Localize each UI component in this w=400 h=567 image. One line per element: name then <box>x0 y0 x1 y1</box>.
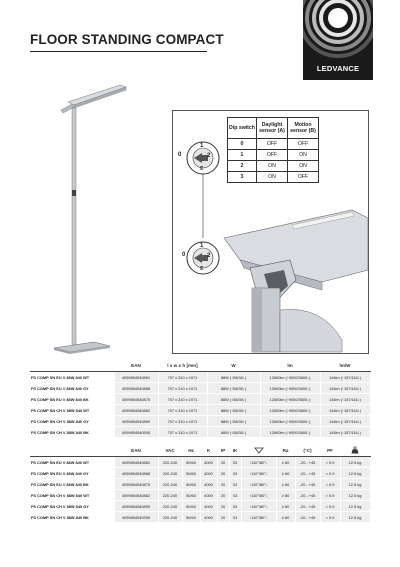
kelvin-cell: 4000 <box>200 457 217 468</box>
spec1-header-ean: EAN <box>114 360 158 372</box>
ip-cell: 20 <box>217 468 229 479</box>
product-code: FS COMP SN CH V 88W 840 BK <box>30 427 114 438</box>
pf-cell: > 0.9 <box>320 479 340 490</box>
dip-cell: ON <box>257 172 288 183</box>
dial-digit-2b: 2 <box>207 253 211 259</box>
spec2-header-row <box>30 445 370 457</box>
table-row <box>228 161 319 172</box>
spec2-header-ip: IP <box>217 445 229 457</box>
table-row <box>30 490 370 501</box>
dip-cell: ON <box>257 161 288 172</box>
table-row <box>30 501 370 512</box>
lumen-cell: 12600lm (↑9000/3600↓) <box>260 383 320 394</box>
spec-table-technical <box>30 445 371 522</box>
weight-cell: 12.5 kg <box>340 479 370 490</box>
table-row <box>30 372 370 383</box>
ra-cell: ≥ 80 <box>276 512 295 523</box>
dial-digit-2: 2 <box>207 153 211 159</box>
spec1-header-dimensions: l x w x h [mm] <box>158 360 207 372</box>
table-row <box>228 172 319 183</box>
ik-cell: 03 <box>229 490 241 501</box>
dimensions-cell: 707 x 310 x 1971 <box>158 394 207 405</box>
table-row <box>30 457 370 468</box>
table-row <box>30 427 370 438</box>
ra-cell: ≥ 80 <box>276 490 295 501</box>
pf-cell: > 0.9 <box>320 457 340 468</box>
ean-cell: 4099854540868 <box>114 383 158 394</box>
product-code: FS COMP SN EU V 88W 840 BK <box>30 394 114 405</box>
spec-table-electrical <box>30 360 371 437</box>
beam-cell: ↑110°/80°↓ <box>241 490 276 501</box>
product-code: FS COMP SN EU V 88W 840 GY <box>30 468 114 479</box>
ik-cell: 03 <box>229 468 241 479</box>
brand-name: LEDVANCE <box>316 64 360 73</box>
ra-cell: ≥ 80 <box>276 468 295 479</box>
hz-cell: 50/60 <box>182 457 200 468</box>
beam-cell: ↑110°/80°↓ <box>241 457 276 468</box>
product-code: FS COMP SN EU V 88W 840 WT <box>30 457 114 468</box>
weight-icon <box>351 446 359 454</box>
dimensions-cell: 707 x 310 x 1971 <box>158 383 207 394</box>
temp-cell: -20...+45 <box>295 457 320 468</box>
ip-cell: 20 <box>217 512 229 523</box>
weight-cell: 12.5 kg <box>340 501 370 512</box>
table-row <box>228 139 319 150</box>
hz-cell: 50/60 <box>182 490 200 501</box>
ean-cell: 4099854540868 <box>114 468 158 479</box>
ean-cell: 4099854540905 <box>114 427 158 438</box>
spec2-header-vac: VAC <box>158 445 182 457</box>
ra-cell: ≥ 80 <box>276 501 295 512</box>
weight-cell: 12.5 kg <box>340 468 370 479</box>
ean-cell: 4099854540882 <box>114 490 158 501</box>
beam-cell: ↑110°/80°↓ <box>241 468 276 479</box>
ean-cell: 4099854540851 <box>114 372 158 383</box>
lumen-cell: 12600lm (↑9000/3600↓) <box>260 405 320 416</box>
dip-switch-table <box>227 117 319 183</box>
dip-cell: OFF <box>257 139 288 150</box>
temp-cell: -20...+45 <box>295 479 320 490</box>
product-code: FS COMP SN CH V 88W 840 WT <box>30 490 114 501</box>
page-title: FLOOR STANDING COMPACT <box>30 32 224 47</box>
dip-header-daylight: Daylight sensor (A) <box>257 118 288 139</box>
dip-cell: 2 <box>228 161 257 172</box>
ik-cell: 03 <box>229 501 241 512</box>
lumen-cell: 12600lm (↑9000/3600↓) <box>260 427 320 438</box>
ean-cell: 4099854540875 <box>114 479 158 490</box>
title-underline <box>30 51 207 52</box>
beam-cell: ↑110°/80°↓ <box>241 512 276 523</box>
dip-cell: ON <box>288 150 319 161</box>
spec2-header-kelvin: K <box>200 445 217 457</box>
efficacy-cell: 144lm (↑157/116↓) <box>320 383 370 394</box>
spec1-header-watt: W <box>207 360 260 372</box>
spec1-header-row <box>30 360 370 372</box>
dip-cell: ON <box>288 161 319 172</box>
hz-cell: 50/60 <box>182 479 200 490</box>
kelvin-cell: 4000 <box>200 479 217 490</box>
vac-cell: 220-240 <box>158 512 182 523</box>
watt-cell: 88W (↑58/30↓) <box>207 427 260 438</box>
dip-cell: OFF <box>257 150 288 161</box>
spec1-header-efficacy: lm/W <box>320 360 370 372</box>
product-code: FS COMP SN EU V 88W 840 GY <box>30 383 114 394</box>
vac-cell: 220-240 <box>158 468 182 479</box>
dip-header-motion: Motion sensor (B) <box>288 118 319 139</box>
spec2-header-blank <box>30 445 114 457</box>
efficacy-cell: 144lm (↑157/116↓) <box>320 405 370 416</box>
ip-cell: 20 <box>217 490 229 501</box>
ik-cell: 03 <box>229 457 241 468</box>
ean-cell: 4099854540851 <box>114 457 158 468</box>
product-code: FS COMP SN EU V 88W 840 WT <box>30 372 114 383</box>
table-row <box>30 383 370 394</box>
dip-cell: 0 <box>228 139 257 150</box>
hz-cell: 50/60 <box>182 501 200 512</box>
efficacy-cell: 144lm (↑157/116↓) <box>320 427 370 438</box>
weight-cell: 12.5 kg <box>340 490 370 501</box>
watt-cell: 88W (↑58/30↓) <box>207 372 260 383</box>
ledvance-logo <box>303 0 373 80</box>
dial-digit-0: 0 <box>178 152 182 158</box>
dimensions-cell: 707 x 310 x 1971 <box>158 427 207 438</box>
kelvin-cell: 4000 <box>200 512 217 523</box>
ik-cell: 03 <box>229 512 241 523</box>
lumen-cell: 12600lm (↑9000/3600↓) <box>260 372 320 383</box>
dimensions-cell: 707 x 310 x 1971 <box>158 416 207 427</box>
dip-cell: 1 <box>228 150 257 161</box>
spec1-header-blank <box>30 360 114 372</box>
vac-cell: 220-240 <box>158 501 182 512</box>
vac-cell: 220-240 <box>158 479 182 490</box>
floor-lamp-illustration <box>50 80 160 365</box>
dip-cell: OFF <box>288 172 319 183</box>
watt-cell: 88W (↑58/30↓) <box>207 416 260 427</box>
table-row <box>30 394 370 405</box>
temp-cell: -20...+45 <box>295 468 320 479</box>
vac-cell: 220-240 <box>158 490 182 501</box>
dip-header-row <box>228 118 319 139</box>
table-row <box>30 512 370 523</box>
pf-cell: > 0.9 <box>320 512 340 523</box>
lumen-cell: 12600lm (↑9000/3600↓) <box>260 416 320 427</box>
beam-angle-icon <box>254 447 264 454</box>
weight-icon <box>340 445 370 457</box>
table-row <box>30 479 370 490</box>
product-code: FS COMP SN CH V 88W 840 GY <box>30 416 114 427</box>
spec2-header-ean: EAN <box>114 445 158 457</box>
dip-header-switch: Dip switch <box>228 118 257 139</box>
dial-digit-1: 1 <box>200 143 204 149</box>
table-row <box>228 150 319 161</box>
efficacy-cell: 144lm (↑157/116↓) <box>320 372 370 383</box>
watt-cell: 88W (↑58/30↓) <box>207 394 260 405</box>
dip-cell: 3 <box>228 172 257 183</box>
watt-cell: 88W (↑58/30↓) <box>207 405 260 416</box>
watt-cell: 88W (↑58/30↓) <box>207 383 260 394</box>
ean-cell: 4099854540899 <box>114 501 158 512</box>
product-code: FS COMP SN CH V 88W 840 BK <box>30 512 114 523</box>
kelvin-cell: 4000 <box>200 490 217 501</box>
beam-angle-icon <box>241 445 276 457</box>
table-row <box>30 405 370 416</box>
spec2-header-pf: PF <box>320 445 340 457</box>
ean-cell: 4099854540882 <box>114 405 158 416</box>
product-code: FS COMP SN CH V 88W 840 GY <box>30 501 114 512</box>
hz-cell: 50/60 <box>182 468 200 479</box>
hz-cell: 50/60 <box>182 512 200 523</box>
lumen-cell: 12600lm (↑9000/3600↓) <box>260 394 320 405</box>
dip-cell: OFF <box>288 139 319 150</box>
dimensions-cell: 707 x 310 x 1971 <box>158 405 207 416</box>
efficacy-cell: 144lm (↑157/116↓) <box>320 394 370 405</box>
ra-cell: ≥ 80 <box>276 457 295 468</box>
pf-cell: > 0.9 <box>320 490 340 501</box>
spec1-header-lumen: lm <box>260 360 320 372</box>
spec2-header-hz: Hz <box>182 445 200 457</box>
weight-cell: 12.5 kg <box>340 512 370 523</box>
dial-digit-3b: 3 <box>200 264 204 270</box>
spec2-header-ik: IK <box>229 445 241 457</box>
kelvin-cell: 4000 <box>200 501 217 512</box>
ra-cell: ≥ 80 <box>276 479 295 490</box>
pf-cell: > 0.9 <box>320 468 340 479</box>
ean-cell: 4099854540905 <box>114 512 158 523</box>
spec2-header-temp: (°C) <box>295 445 320 457</box>
vac-cell: 220-240 <box>158 457 182 468</box>
product-code: FS COMP SN CH V 88W 840 WT <box>30 405 114 416</box>
table-row <box>30 416 370 427</box>
ean-cell: 4099854540875 <box>114 394 158 405</box>
spec2-header-ra: Ra <box>276 445 295 457</box>
beam-cell: ↑110°/80°↓ <box>241 501 276 512</box>
pf-cell: > 0.9 <box>320 501 340 512</box>
ean-cell: 4099854540899 <box>114 416 158 427</box>
ip-cell: 20 <box>217 479 229 490</box>
dial-digit-3: 3 <box>200 164 204 170</box>
temp-cell: -20...+45 <box>295 490 320 501</box>
dimensions-cell: 707 x 310 x 1971 <box>158 372 207 383</box>
dial-digit-0b: 0 <box>182 252 186 258</box>
ik-cell: 03 <box>229 479 241 490</box>
temp-cell: -20...+45 <box>295 501 320 512</box>
efficacy-cell: 144lm (↑157/116↓) <box>320 416 370 427</box>
beam-cell: ↑110°/80°↓ <box>241 479 276 490</box>
table-row <box>30 468 370 479</box>
temp-cell: -20...+45 <box>295 512 320 523</box>
dial-digit-1b: 1 <box>200 243 204 249</box>
product-code: FS COMP SN EU V 88W 840 BK <box>30 479 114 490</box>
ip-cell: 20 <box>217 457 229 468</box>
weight-cell: 12.5 kg <box>340 457 370 468</box>
ip-cell: 20 <box>217 501 229 512</box>
kelvin-cell: 4000 <box>200 468 217 479</box>
